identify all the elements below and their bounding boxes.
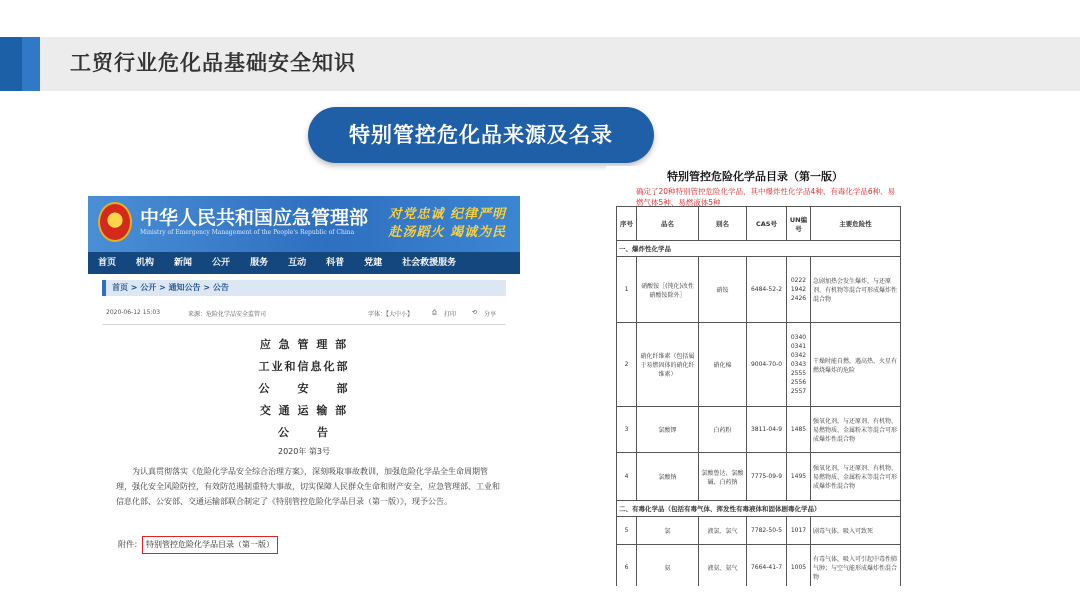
cell-name: 硝酸铵［(钝化)改性硝酸铵除外］ [637,257,699,323]
section-row-explosive: 一、爆炸性化学品 [617,241,901,257]
header-accent [22,37,40,91]
cell-un: 1495 [787,453,811,501]
cell-alias: 白药粉 [699,407,747,453]
ministry-announcement-screenshot [88,196,520,562]
col-header-name: 品名 [637,207,699,241]
cell-cas: 9004-70-0 [747,323,787,407]
cell-cas: 7664-41-7 [747,545,787,587]
cell-cas: 3811-04-9 [747,407,787,453]
cell-un: 0340 0341 0342 0343 2555 2556 2557 [787,323,811,407]
cell-cas: 7782-50-5 [747,517,787,545]
cell-un: 1485 [787,407,811,453]
cell-alias: 硝化棉 [699,323,747,407]
issuer-list [88,334,520,444]
cell-no: 2 [617,323,637,407]
slide-title: 工贸行业危化品基础安全知识 [70,51,356,75]
share-link[interactable]: 分享 [484,311,497,318]
table-row [617,257,901,323]
nav-item-news[interactable]: 新闻 [174,258,193,268]
col-header-un: UN编号 [787,207,811,241]
announcement-body: 为认真贯彻落实《危险化学品安全综合治理方案》，深刻吸取事故教训，加强危险化学品全生命周期管理，强化安全风险防控，有效防范遏制重特大事故，切实保障人民群众生命和财产安全，应急管理部、工业和信息化部、公安部、交通运输部联合制定了《特别管控危险化学品目录（第一版）》，现予公告。 [116,467,500,506]
table-row [617,323,901,407]
col-header-alias: 别名 [699,207,747,241]
share-icon[interactable]: ⟲ [472,309,478,316]
col-header-hazard: 主要危险性 [811,207,901,241]
article-date: 2020-06-12 15:03 [106,309,161,316]
cell-hazard: 有毒气体，吸入可引起中毒性肺气肿；与空气能形成爆炸性混合物 [811,545,901,587]
ministry-nav [88,252,520,274]
cell-hazard: 剧毒气体，吸入可致死 [811,517,901,545]
cell-alias: 硝铵 [699,257,747,323]
table-header-row [617,207,901,241]
print-icon[interactable]: ⎙ [432,309,437,316]
cell-un: 0222 1942 2426 [787,257,811,323]
catalog-table [616,206,901,586]
issuer: 交 通 运 输 部 [259,404,349,417]
announcement-number: 2020年 第3号 [278,447,330,456]
cell-hazard: 强氧化剂，与还原剂、有机物、易燃物质、金属粉末等混合可形成爆炸性混合物 [811,453,901,501]
cell-name: 氯 [637,517,699,545]
ministry-banner [88,196,520,252]
nav-item-home[interactable]: 首页 [98,258,117,268]
nav-item-party[interactable]: 党建 [364,258,383,268]
header-accent [0,37,22,91]
cell-un: 1005 [787,545,811,587]
national-emblem-icon [98,202,132,242]
nav-item-public[interactable]: 公开 [212,258,231,268]
nav-item-interact[interactable]: 互动 [288,258,307,268]
site-name: 中华人民共和国应急管理部 [140,207,369,229]
issuer: 公 安 部 [258,382,350,395]
font-size-control[interactable]: 字体：【大中小】 [368,311,414,318]
table-row [617,517,901,545]
article-source: 来源：危险化学品安全监管司 [188,311,267,318]
table-row [617,545,901,587]
cell-alias: 液氨、氨气 [699,545,747,587]
catalog-title: 特别管控危险化学品目录（第一版） [667,170,843,183]
cell-no: 5 [617,517,637,545]
cell-no: 4 [617,453,637,501]
nav-item-science[interactable]: 科普 [326,258,345,268]
attachment-line [118,536,278,552]
cell-name: 氨 [637,545,699,587]
cell-cas: 6484-52-2 [747,257,787,323]
cell-name: 氯酸钠 [637,453,699,501]
col-header-cas: CAS号 [747,207,787,241]
cell-no: 1 [617,257,637,323]
cell-un: 1017 [787,517,811,545]
announcement-heading: 公 告 [278,426,330,439]
print-link[interactable]: 打印 [444,311,457,318]
catalog-screenshot [606,166,904,586]
cell-hazard: 急剧加热会发生爆炸，与还原剂、有机物等混合可形成爆炸性混合物 [811,257,901,323]
cell-no: 6 [617,545,637,587]
site-name-en: Ministry of Emergency Management of the People's Republic of China [140,229,355,236]
table-row [617,407,901,453]
cell-name: 氯酸钾 [637,407,699,453]
nav-item-org[interactable]: 机构 [136,258,155,268]
table-row [617,453,901,501]
slogan-line-1: 对党忠诚 纪律严明 [388,207,506,222]
issuer: 工业和信息化部 [258,360,350,373]
divider [102,324,506,325]
nav-item-service[interactable]: 服务 [250,258,269,268]
nav-item-rescue[interactable]: 社会救援服务 [402,258,457,268]
attachment-link[interactable]: 特别管控危险化学品目录（第一版） [142,536,278,554]
cell-alias: 氯酸鲁达、氯酸碱、白药钠 [699,453,747,501]
breadcrumb: 首页 > 公开 > 通知公告 > 公告 [102,280,506,296]
cell-alias: 液氯、氯气 [699,517,747,545]
issuer: 应 急 管 理 部 [259,338,349,351]
section-title-pill: 特别管控危化品来源及名录 [308,107,654,163]
col-header-no: 序号 [617,207,637,241]
cell-hazard: 干燥时能自燃，遇高热、火星有燃烧爆炸的危险 [811,323,901,407]
catalog-note: 确定了20种特别管控危险化学品，其中爆炸性化学品4种、有毒化学品6种、易燃气体5种、易燃液体5种 [636,187,896,207]
slogan-line-2: 赴汤蹈火 竭诚为民 [388,225,506,240]
article-meta [106,307,506,321]
cell-cas: 7775-09-9 [747,453,787,501]
cell-no: 3 [617,407,637,453]
cell-name: 硝化纤维素（包括属于易燃固体的硝化纤维素） [637,323,699,407]
attachment-label: 附件： [118,540,142,549]
section-row-toxic: 二、有毒化学品（包括有毒气体、挥发性有毒液体和固体剧毒化学品） [617,501,901,517]
cell-hazard: 强氧化剂，与还原剂、有机物、易燃物质、金属粉末等混合可形成爆炸性混合物 [811,407,901,453]
